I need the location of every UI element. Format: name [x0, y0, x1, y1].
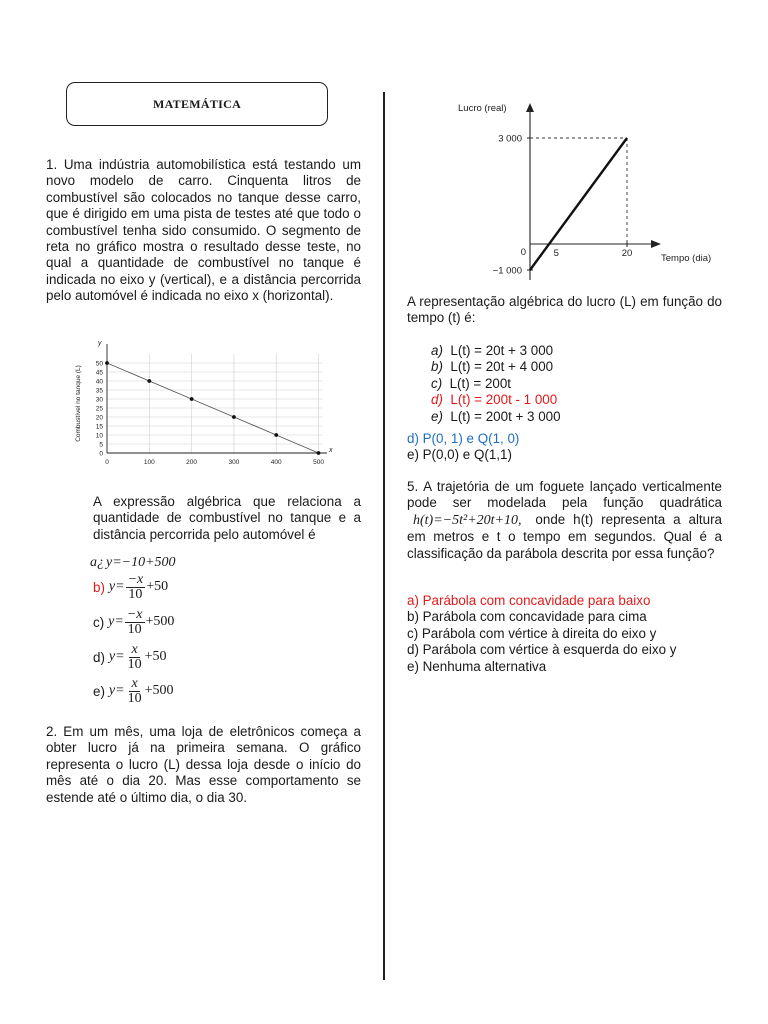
y-tick-label: 0 — [520, 247, 526, 258]
fuel-chart — [72, 334, 340, 470]
q5-option-e: e) Nenhuma alternativa — [407, 658, 547, 674]
q1-option-d-rest: +50 — [144, 649, 167, 664]
q5-option-d: d) Parábola com vértice à esquerda do eixo y — [407, 642, 677, 658]
q1-option-b-denominator: 10 — [128, 586, 143, 602]
q2-option-a — [431, 343, 561, 359]
x-tick-label: 500 — [313, 459, 324, 466]
x-axis-arrow — [651, 240, 661, 248]
q1-option-c-denominator: 10 — [127, 621, 142, 637]
y-tick-label: 10 — [95, 432, 103, 440]
q1-option-e-denominator: 10 — [127, 690, 142, 706]
q1-option-b-lhs: y= — [108, 579, 125, 594]
q1-statement: 1. Uma indústria automobilística está testando um novo modelo de carro. Cinquenta litros de combustível são colocados no tanque desse carro, que é dirigido em uma pista de testes até que todo o combustível tenha sido consumido. O segmento de reta no gráfico mostra o resultado desse teste, no qual a quantidade de combustível no tanque é indicada no eixo y (vertical), e a distância percorrida pelo automóvel é indicada no eixo x (horizontal). — [46, 157, 361, 304]
data-point — [190, 397, 194, 401]
x-tick-label: 400 — [270, 459, 282, 466]
q2-options-list — [431, 343, 561, 425]
q1-option-b-numerator: −x — [127, 571, 144, 587]
x-tick-label: 20 — [621, 248, 633, 259]
q1-option-e-lhs: y= — [108, 683, 125, 698]
q5-statement — [407, 479, 722, 562]
data-point — [147, 379, 151, 383]
q5-option-c: c) Parábola com vértice à direita do eixo y — [407, 625, 657, 641]
x-axis-title: Tempo (dia) — [661, 253, 712, 264]
q2-option-a-label: a) — [431, 343, 443, 358]
q2-statement: 2. Em um mês, uma loja de eletrônicos começa a obter lucro já na primeira semana. O gráfico representa o lucro (L) dessa loja desde o início do mês até o dia 20. Mas esse comportamento se estende até o último dia, o dia 30. — [46, 724, 361, 805]
q1-option-d-fraction — [126, 643, 144, 672]
q2-option-e-label: e) — [431, 408, 443, 424]
q1-option-d-denominator: 10 — [127, 656, 142, 672]
y-tick-label: 3 000 — [498, 133, 522, 145]
x-tick-label: 5 — [553, 248, 559, 259]
q1-option-d-label: d) — [93, 649, 105, 665]
q1-option-e-numerator: x — [131, 675, 138, 691]
q1-option-d-numerator: x — [131, 641, 138, 657]
x-axis-letter: x — [329, 447, 333, 454]
q5-option-b: b) Parábola com concavidade para cima — [407, 609, 647, 625]
q2-option-a-expr: L(t) = 20t + 3 000 — [450, 343, 554, 358]
q1-option-c-fraction — [125, 608, 145, 637]
q1-option-e — [93, 674, 174, 708]
q2-option-c — [431, 376, 561, 392]
profit-chart — [450, 98, 730, 290]
q1-option-a-label: a¿ — [90, 555, 104, 570]
q1-option-c — [93, 605, 174, 639]
y-axis-title: Lucro (real) — [458, 103, 507, 114]
y-tick-label: 45 — [95, 369, 103, 377]
y-tick-label: 40 — [95, 378, 103, 386]
q1-option-e-fraction — [126, 677, 144, 706]
series-line — [530, 138, 627, 270]
column-divider — [383, 92, 385, 980]
q2-option-d-expr: L(t) = 200t - 1 000 — [450, 392, 558, 408]
q1-option-b-fraction — [126, 573, 146, 602]
q1-option-d — [93, 640, 167, 674]
subject-title-box — [66, 82, 328, 126]
q5-option-a: a) Parábola com concavidade para baixo — [407, 593, 651, 608]
y-tick-label: 25 — [95, 405, 103, 413]
q1-option-e-label: e) — [93, 683, 105, 699]
q1-option-b-label: b) — [93, 579, 105, 595]
x-tick-label: 0 — [105, 459, 109, 466]
q5-formula: h(t)=−5t²+20t+10, — [413, 512, 522, 528]
q1-option-c-numerator: −x — [126, 606, 143, 622]
q1-option-c-label: c) — [93, 614, 105, 630]
q2-option-e — [431, 409, 561, 425]
y-tick-label: 50 — [95, 360, 103, 368]
q1-option-a-expr: y=−10+500 — [106, 555, 176, 570]
x-tick-label: 300 — [228, 459, 240, 466]
q2-option-c-label: c) — [431, 375, 443, 391]
y-tick-label: 35 — [95, 387, 103, 395]
y-axis-arrow — [526, 103, 534, 112]
extra-option-e: e) P(0,0) e Q(1,1) — [407, 447, 512, 462]
q2-option-c-expr: L(t) = 200t — [449, 375, 512, 391]
q5-text-after: onde h(t) representa a altura em metros e t o tempo em segundos. Qual é a classificação da parábola descrita por essa função? — [407, 511, 722, 561]
q2-option-b — [431, 359, 561, 375]
x-tick-label: 100 — [143, 459, 155, 466]
q1-option-b — [93, 570, 168, 604]
data-point — [105, 361, 109, 365]
y-tick-label: 20 — [95, 414, 103, 422]
data-point — [232, 415, 236, 419]
y-tick-label: 0 — [99, 450, 103, 458]
y-tick-label: 15 — [95, 423, 103, 431]
q1-option-d-lhs: y= — [108, 649, 125, 664]
q2-option-d-label: d) — [431, 392, 443, 408]
data-point — [274, 433, 278, 437]
y-tick-label: 30 — [95, 396, 103, 404]
q1-option-c-rest: +500 — [145, 614, 175, 629]
y-axis-title: Combustível no tanque (L) — [75, 365, 82, 442]
y-axis-letter: y — [98, 340, 102, 347]
x-tick-label: 200 — [186, 459, 198, 466]
q1-option-c-lhs: y= — [108, 614, 124, 629]
q1-option-e-rest: +500 — [144, 683, 174, 698]
y-tick-label: −1 000 — [492, 265, 522, 277]
data-point — [317, 451, 321, 455]
y-tick-label: 5 — [99, 441, 103, 449]
q2-option-b-expr: L(t) = 20t + 4 000 — [450, 359, 554, 375]
q2-option-e-expr: L(t) = 200t + 3 000 — [450, 408, 561, 424]
q1-prompt: A expressão algébrica que relaciona a quantidade de combustível no tanque e a distância percorrida pelo automóvel é — [93, 494, 361, 542]
q5-text-before: 5. A trajetória de um foguete lançado verticalmente pode ser modelada pela função quadrática — [407, 479, 722, 511]
q2-option-b-label: b) — [431, 359, 443, 375]
q2-prompt: A representação algébrica do lucro (L) em função do tempo (t) é: — [407, 294, 722, 326]
subject-title: MATEMÁTICA — [152, 96, 242, 111]
q1-option-b-rest: +50 — [146, 579, 169, 594]
extra-option-d: d) P(0, 1) e Q(1, 0) — [407, 431, 520, 446]
q5-options-list — [407, 593, 676, 675]
q2-option-d — [431, 392, 561, 408]
